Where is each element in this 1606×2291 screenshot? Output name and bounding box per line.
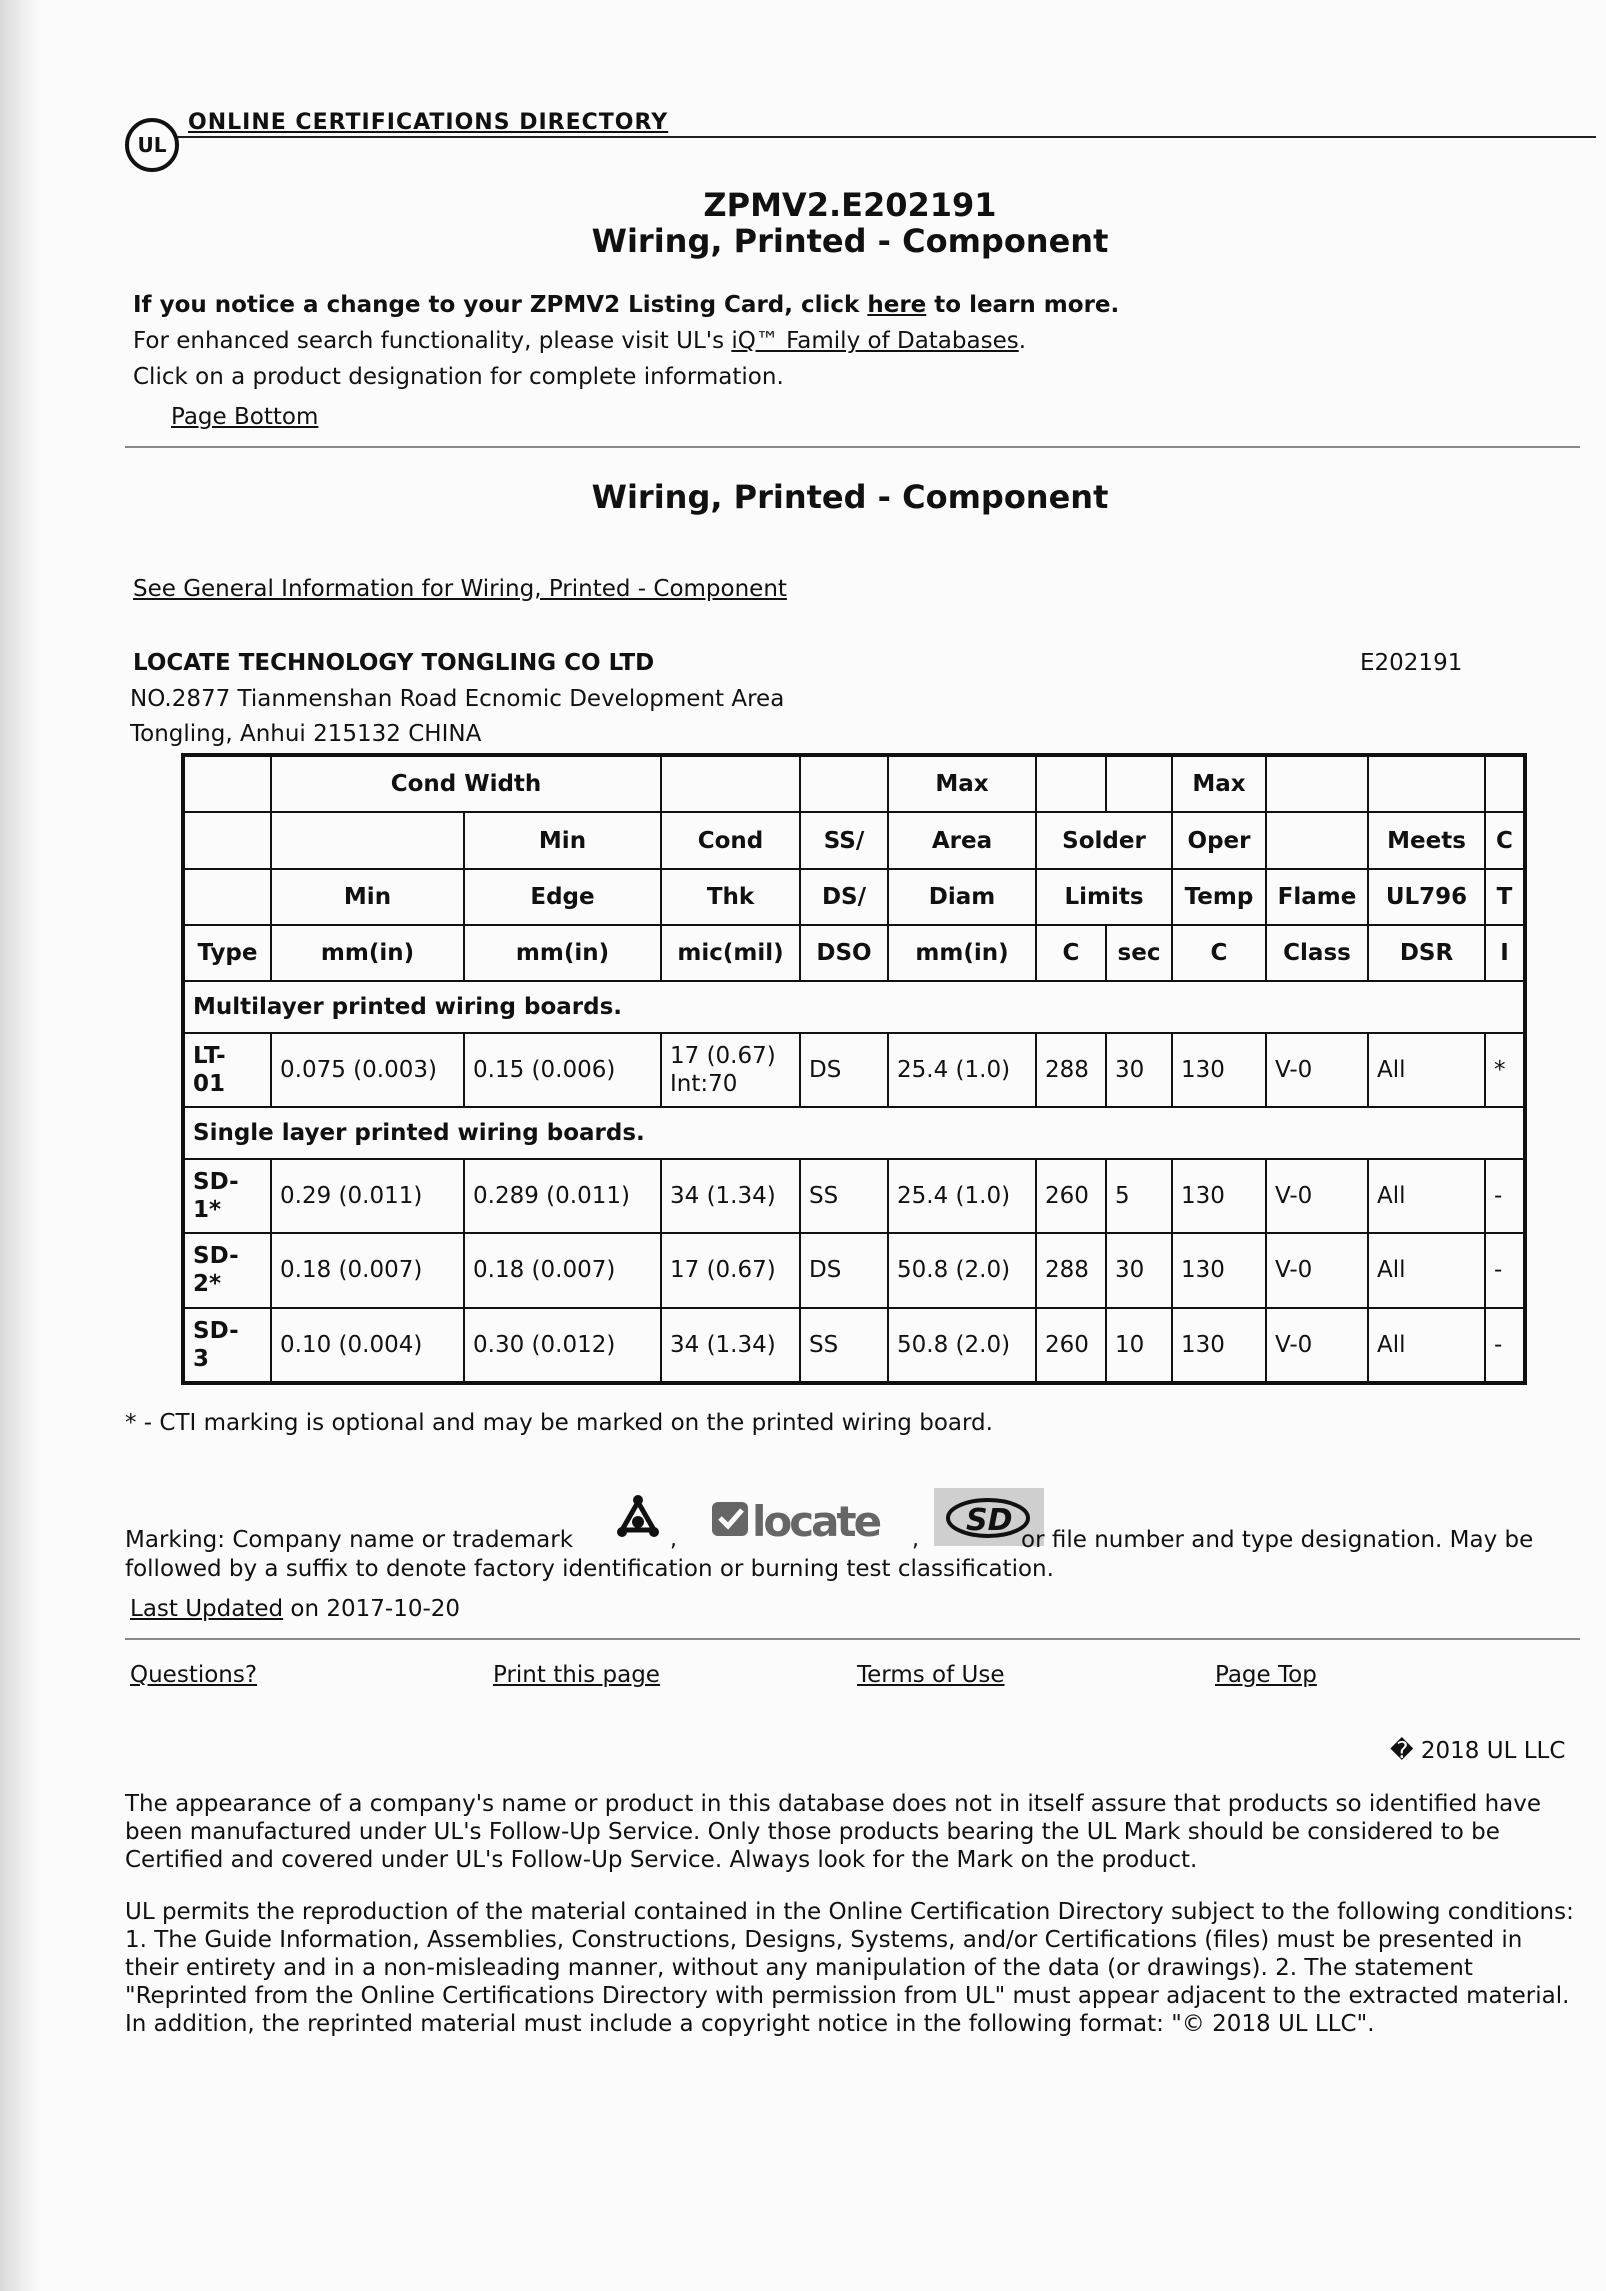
table-header-row [183, 925, 1525, 981]
header-cell [183, 869, 271, 925]
table-row [183, 1159, 1525, 1233]
data-cell: - [1485, 1233, 1525, 1307]
questions-link[interactable]: Questions? [130, 1662, 258, 1688]
section-row [183, 981, 1525, 1033]
marking-prefix: Marking: Company name or trademark [125, 1527, 574, 1553]
header-cell [183, 812, 271, 868]
data-cell: 288 [1036, 1033, 1106, 1107]
header-cell [661, 755, 800, 812]
page-title: Wiring, Printed - Component [591, 222, 1109, 260]
type-link[interactable]: LT- 01 [193, 1043, 226, 1098]
header-cell: DS/ [800, 869, 888, 925]
header-cell [1485, 755, 1525, 812]
data-cell: 34 (1.34) [661, 1159, 800, 1233]
data-cell: 30 [1106, 1233, 1172, 1307]
data-cell: SS [800, 1308, 888, 1383]
data-cell: 288 [1036, 1233, 1106, 1307]
company-address-2: Tongling, Anhui 215132 CHINA [130, 721, 482, 747]
header-cell: C [1036, 925, 1106, 981]
disclaimer-1: The appearance of a company's name or product in this database does not in itself assure that products so identified have been manufactured under UL's Follow-Up Service. Only those products bearing the UL Mark should be considered to be Certified and covered under UL's Follow-Up Service. Always look for the Mark on the product. [125, 1791, 1542, 1873]
data-cell: V-0 [1266, 1308, 1368, 1383]
data-cell: 50.8 (2.0) [888, 1308, 1036, 1383]
file-number: E202191 [1360, 650, 1463, 676]
table-row [183, 1033, 1525, 1107]
data-cell: 30 [1106, 1033, 1172, 1107]
header-cell: Cond Width [271, 755, 661, 812]
header-cell: DSO [800, 925, 888, 981]
data-cell: 17 (0.67) Int:70 [661, 1033, 800, 1107]
header-cell: Flame [1266, 869, 1368, 925]
data-cell: SS [800, 1159, 888, 1233]
header-cell: I [1485, 925, 1525, 981]
header-cell [1106, 755, 1172, 812]
type-cell[interactable] [183, 1033, 271, 1107]
header-cell: Area [888, 812, 1036, 868]
header-cell: Meets [1368, 812, 1485, 868]
print-page-link[interactable]: Print this page [493, 1662, 660, 1688]
notice-suffix: to learn more. [926, 292, 1120, 318]
section-title: Wiring, Printed - Component [591, 478, 1109, 516]
data-cell: 130 [1172, 1233, 1266, 1307]
company-name: LOCATE TECHNOLOGY TONGLING CO LTD [133, 650, 655, 676]
data-cell: 260 [1036, 1159, 1106, 1233]
header-cell: C [1485, 812, 1525, 868]
type-cell[interactable] [183, 1159, 271, 1233]
header-cell: Class [1266, 925, 1368, 981]
data-cell: - [1485, 1159, 1525, 1233]
type-link[interactable]: SD- 3 [193, 1317, 239, 1372]
general-info-link[interactable]: See General Information for Wiring, Printed - Component [133, 576, 787, 602]
page-top-link[interactable]: Page Top [1215, 1662, 1317, 1688]
type-link[interactable]: SD- 1* [193, 1169, 239, 1224]
header-cell: Limits [1036, 869, 1172, 925]
header-cell: Min [271, 869, 464, 925]
table-row [183, 1308, 1525, 1383]
here-link[interactable]: here [867, 292, 927, 318]
header-cell [1266, 812, 1368, 868]
data-cell: 0.10 (0.004) [271, 1308, 464, 1383]
svg-text:,: , [912, 1527, 919, 1550]
data-cell: DS [800, 1233, 888, 1307]
type-cell[interactable] [183, 1233, 271, 1307]
page-bottom-link[interactable]: Page Bottom [171, 404, 319, 430]
ul-logo-text: UL [137, 133, 167, 157]
data-cell: All [1368, 1233, 1485, 1307]
data-cell: 50.8 (2.0) [888, 1233, 1036, 1307]
listing-table [181, 753, 1527, 1385]
directory-title: ONLINE CERTIFICATIONS DIRECTORY [188, 110, 669, 135]
marking-text [125, 1526, 1575, 1584]
data-cell: 0.30 (0.012) [464, 1308, 661, 1383]
header-cell: Max [1172, 755, 1266, 812]
header-cell: mm(in) [888, 925, 1036, 981]
section-row [183, 1107, 1525, 1159]
notice-prefix: If you notice a change to your ZPMV2 Listing Card, click [133, 292, 868, 318]
ul-logo [125, 118, 179, 172]
instruction-line: Click on a product designation for complete information. [133, 364, 784, 390]
company-address-1: NO.2877 Tianmenshan Road Ecnomic Development Area [130, 686, 785, 712]
data-cell: 5 [1106, 1159, 1172, 1233]
terms-of-use-link[interactable]: Terms of Use [857, 1662, 1005, 1688]
data-cell: 0.289 (0.011) [464, 1159, 661, 1233]
header-cell: Solder [1036, 812, 1172, 868]
data-cell: V-0 [1266, 1233, 1368, 1307]
data-cell: 130 [1172, 1159, 1266, 1233]
header-cell: Temp [1172, 869, 1266, 925]
iq-suffix: . [1018, 328, 1027, 354]
data-cell: 17 (0.67) [661, 1233, 800, 1307]
header-cell: Diam [888, 869, 1036, 925]
data-cell: - [1485, 1308, 1525, 1383]
header-cell: mic(mil) [661, 925, 800, 981]
data-cell: All [1368, 1033, 1485, 1107]
cti-footnote: * - CTI marking is optional and may be marked on the printed wiring board. [125, 1410, 993, 1436]
data-cell: DS [800, 1033, 888, 1107]
data-cell: All [1368, 1159, 1485, 1233]
data-cell: V-0 [1266, 1033, 1368, 1107]
header-cell: Cond [661, 812, 800, 868]
header-cell: DSR [1368, 925, 1485, 981]
header-cell: Oper [1172, 812, 1266, 868]
header-cell [1036, 755, 1106, 812]
disclaimer-2: UL permits the reproduction of the material contained in the Online Certification Directory subject to the following conditions: 1. The Guide Information, Assemblies, Constructions, Designs, Systems, and/or Certifications (files) must be presented in their entirety and in a non-misleading manner, without any manipulation of the data (or drawings). 2. The statement "Reprinted from the Online Certifications Directory with permission from UL" must appear adjacent to the extracted material. In addition, the reprinted material must include a copyright notice in the following format: "© 2018 UL LLC". [125, 1899, 1574, 2037]
data-cell: 0.075 (0.003) [271, 1033, 464, 1107]
section-title-cell: Single layer printed wiring boards. [183, 1107, 1525, 1159]
header-cell [800, 755, 888, 812]
header-cell [271, 812, 464, 868]
data-cell: All [1368, 1308, 1485, 1383]
header-cell: T [1485, 869, 1525, 925]
header-cell [1266, 755, 1368, 812]
header-rule [128, 136, 1596, 138]
iq-prefix: For enhanced search functionality, please visit UL's [133, 328, 732, 354]
header-cell [183, 755, 271, 812]
header-cell: sec [1106, 925, 1172, 981]
data-cell: 34 (1.34) [661, 1308, 800, 1383]
table-header-row [183, 869, 1525, 925]
copyright: � 2018 UL LLC [1390, 1738, 1566, 1764]
page-code: ZPMV2.E202191 [703, 186, 997, 224]
table-header-row [183, 755, 1525, 812]
header-cell: Type [183, 925, 271, 981]
iq-databases-link[interactable]: iQ™ Family of Databases [731, 328, 1019, 354]
iq-line [133, 328, 1026, 354]
header-cell: Edge [464, 869, 661, 925]
type-cell[interactable] [183, 1308, 271, 1383]
divider [125, 1638, 1580, 1640]
last-updated-link[interactable]: Last Updated [130, 1596, 284, 1622]
header-cell [1368, 755, 1485, 812]
data-cell: 0.29 (0.011) [271, 1159, 464, 1233]
data-cell: 0.18 (0.007) [464, 1233, 661, 1307]
header-cell: mm(in) [464, 925, 661, 981]
marking-suffix: or file number and type designation. May be followed by a suffix to denote factory identification or burning test classification. [125, 1527, 1534, 1582]
data-cell: 130 [1172, 1033, 1266, 1107]
notice-line [133, 292, 1119, 318]
header-cell: Min [464, 812, 661, 868]
section-title-cell: Multilayer printed wiring boards. [183, 981, 1525, 1033]
type-link[interactable]: SD- 2* [193, 1243, 239, 1298]
last-updated-date: on 2017-10-20 [283, 1596, 461, 1622]
header-cell: mm(in) [271, 925, 464, 981]
data-cell: 10 [1106, 1308, 1172, 1383]
locate-logo-text: locate [752, 1497, 880, 1546]
data-cell: 0.18 (0.007) [271, 1233, 464, 1307]
divider [125, 446, 1580, 448]
data-cell: 130 [1172, 1308, 1266, 1383]
data-cell: 0.15 (0.006) [464, 1033, 661, 1107]
header-cell: UL796 [1368, 869, 1485, 925]
data-cell: * [1485, 1033, 1525, 1107]
data-cell: 25.4 (1.0) [888, 1033, 1036, 1107]
data-cell: 260 [1036, 1308, 1106, 1383]
sd-logo-text: SD [966, 1503, 1013, 1538]
last-updated [130, 1596, 460, 1622]
scan-edge [0, 0, 40, 2291]
data-cell: 25.4 (1.0) [888, 1159, 1036, 1233]
header-cell: SS/ [800, 812, 888, 868]
table-row [183, 1233, 1525, 1307]
header-cell: Max [888, 755, 1036, 812]
table-header-row [183, 812, 1525, 868]
header-cell: C [1172, 925, 1266, 981]
data-cell: V-0 [1266, 1159, 1368, 1233]
header-cell: Thk [661, 869, 800, 925]
svg-text:,: , [670, 1527, 677, 1550]
